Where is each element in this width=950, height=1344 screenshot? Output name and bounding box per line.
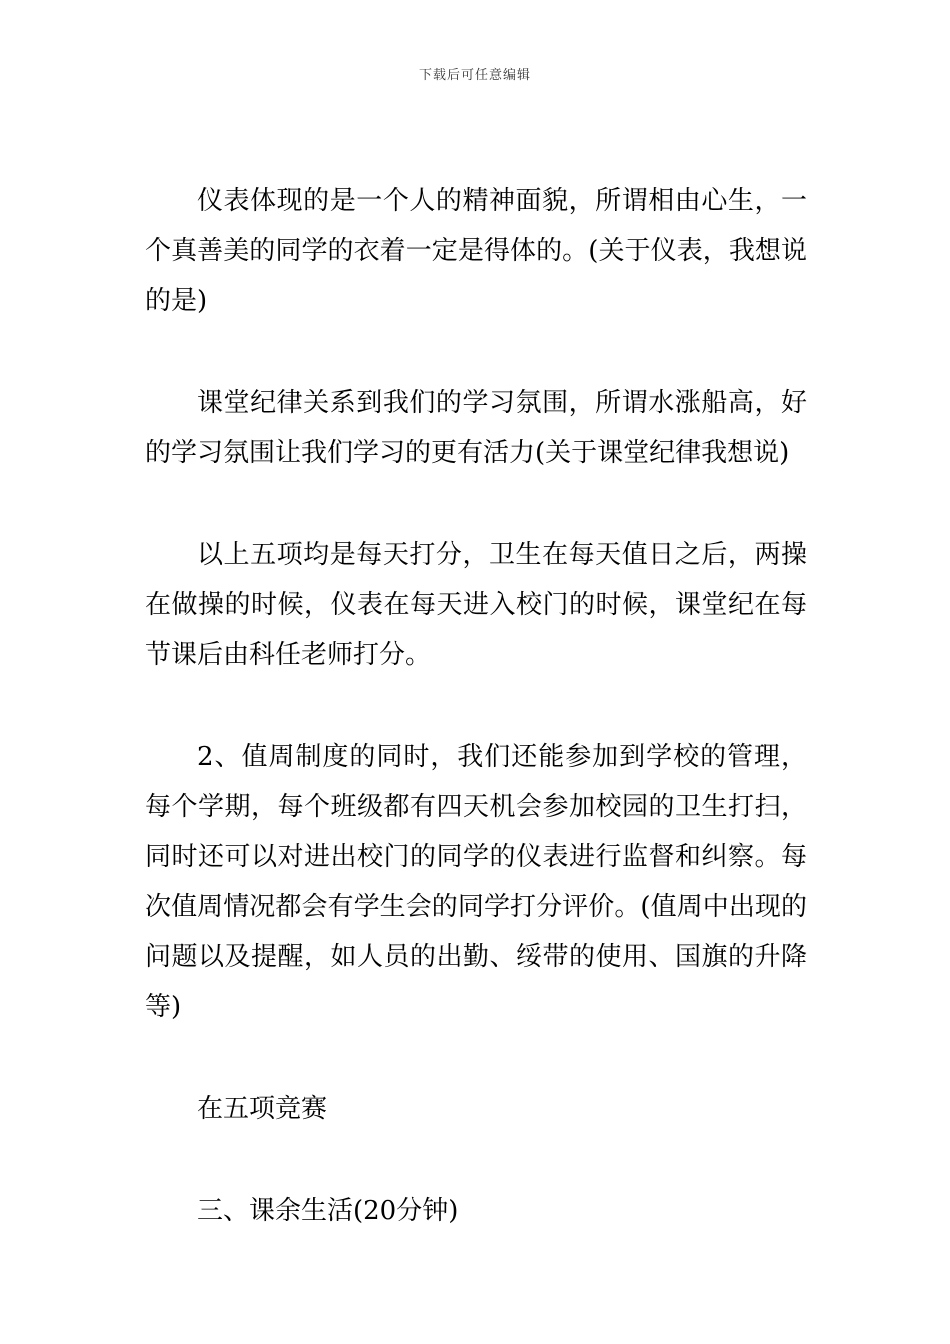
paragraph-appearance: 仪表体现的是一个人的精神面貌，所谓相由心生，一个真善美的同学的衣着一定是得体的。(关于仪表，我想说的是): [145, 186, 807, 316]
paragraph-duty-week: 2、值周制度的同时，我们还能参加到学校的管理，每个学期，每个班级都有四天机会参加校园的卫生打扫，同时还可以对进出校门的同学的仪表进行监督和纠察。每次值周情况都会有学生会的同学打分评价。(值周中出现的问题以及提醒，如人员的出勤、绥带的使用、国旗的升降等): [145, 742, 807, 1022]
section-heading-after-school: 三、课余生活(20分钟): [197, 1196, 459, 1226]
paragraph-gap: [145, 1032, 807, 1084]
document-body: [145, 176, 807, 1236]
paragraph-five-competitions: 在五项竞赛: [197, 1094, 328, 1124]
paragraph-classroom-discipline: 课堂纪律关系到我们的学习氛围，所谓水涨船高，好的学习氛围让我们学习的更有活力(关于课堂纪律我想说): [145, 388, 807, 468]
paragraph-scoring: 以上五项均是每天打分，卫生在每天值日之后，两操在做操的时候，仪表在每天进入校门的时候，课堂纪在每节课后由科任老师打分。: [145, 540, 807, 670]
paragraph-gap: [145, 478, 807, 530]
paragraph-gap: [145, 326, 807, 378]
page-header: 下载后可任意编辑: [418, 68, 531, 83]
paragraph-gap: [145, 1134, 807, 1186]
paragraph-gap: [145, 680, 807, 732]
